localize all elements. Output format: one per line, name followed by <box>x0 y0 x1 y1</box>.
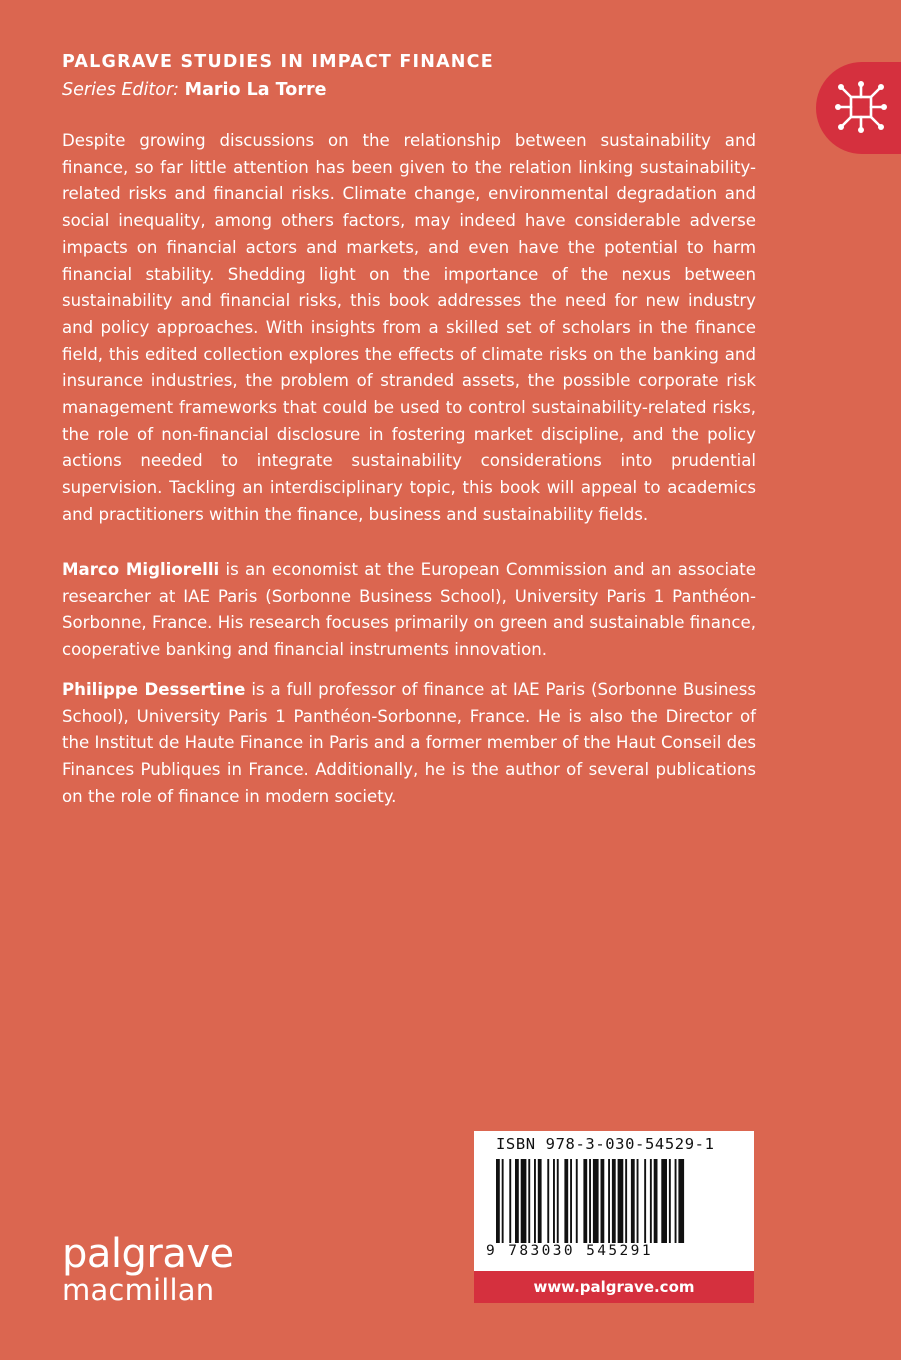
palgrave-badge <box>816 62 901 154</box>
series-editor-label: Series Editor: <box>62 80 180 100</box>
series-title: PALGRAVE STUDIES IN IMPACT FINANCE <box>62 52 494 72</box>
publisher-name-line2: macmillan <box>62 1273 215 1307</box>
ean-digits: 9 783030 545291 <box>486 1243 653 1259</box>
series-editor <box>62 80 326 100</box>
publisher-name-line1: palgrave <box>62 1231 234 1277</box>
palgrave-network-logo-icon <box>833 78 889 136</box>
author-name-2: Philippe Dessertine <box>62 680 246 699</box>
series-editor-name: Mario La Torre <box>184 80 327 100</box>
author-bio-text-2: is a full professor of finance at IAE Paris (Sorbonne Business School), University Paris 1 Panthéon-Sorbonne, France. He is also the Director of the Institut de Haute Finance in Paris and a former member of the Haut Conseil des Finances Publiques in France. Additionally, he is the author of several publications on the role of finance in modern society. <box>62 680 756 806</box>
barcode-icon <box>496 1159 732 1243</box>
author-name-1: Marco Migliorelli <box>62 560 220 579</box>
barcode-panel <box>474 1131 754 1303</box>
author-bio-2 <box>62 677 756 811</box>
publisher-url: www.palgrave.com <box>474 1271 754 1303</box>
isbn-text: ISBN 978-3-030-54529-1 <box>496 1135 715 1153</box>
author-bio-1 <box>62 557 756 664</box>
author-bio-text-1: is an economist at the European Commission and an associate researcher at IAE Paris (Sorbonne Business School), University Paris 1 Panthéon-Sorbonne, France. His research focuses primarily on green and sustainable finance, cooperative banking and financial instruments innovation. <box>62 560 756 660</box>
book-description: Despite growing discussions on the relationship between sustainability and finance, so far little attention has been given to the relation linking sustainability-related risks and financial risks. Climate change, environmental degradation and social inequality, among others factors, may indeed have considerable adverse impacts on financial actors and markets, and even have the potential to harm financial stability. Shedding light on the importance of the nexus between sustainability and financial risks, this book addresses the need for new industry and policy approaches. With insights from a skilled set of scholars in the finance field, this edited collection explores the effects of climate risks on the banking and insurance industries, the problem of stranded assets, the possible corporate risk management frameworks that could be used to control sustainability-related risks, the role of non-financial disclosure in fostering market discipline, and the policy actions needed to integrate sustainability considerations into prudential supervision. Tackling an interdisciplinary topic, this book will appeal to academics and practitioners within the finance, business and sustainability fields. <box>62 131 756 524</box>
publisher-logo <box>62 1231 234 1307</box>
